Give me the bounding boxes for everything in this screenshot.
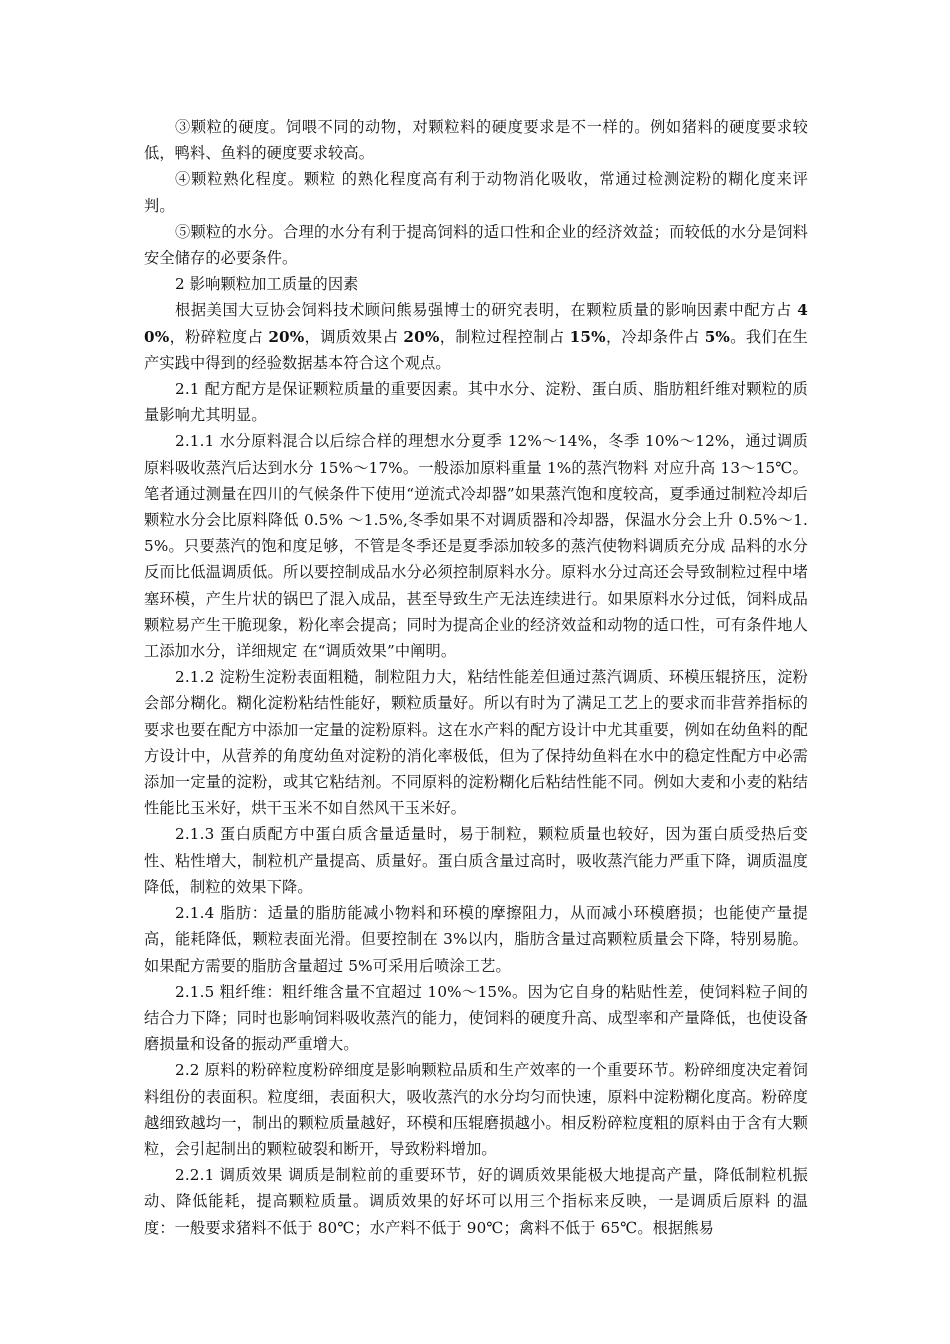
paragraph-moisture xyxy=(144,219,808,271)
text-segment: 2.1 配方配方是保证颗粒质量的重要因素。其中水分、淀粉、蛋白质、脂肪粗纤维对颗粒的质量影响尤其明显。 xyxy=(144,380,808,425)
section-heading-2 xyxy=(144,271,808,297)
paragraph-2-1-2-starch xyxy=(144,664,808,821)
percent-cooling: 5% xyxy=(704,327,731,346)
paragraph-2-1-1-water xyxy=(144,428,808,664)
text-segment: 2.1.3 蛋白质配方中蛋白质含量适量时，易于制粒，颗粒质量也较好，因为蛋白质受热后变性、粘性增大，制粒机产量提高、质量好。蛋白质含量过高时，吸收蒸汽能力严重下降，调质温度降低，制粒的效果下降。 xyxy=(144,825,808,896)
section-title: 2 影响颗粒加工质量的因素 xyxy=(175,275,359,294)
text-segment: ③颗粒的硬度。饲喂不同的动物，对颗粒料的硬度要求是不一样的。例如猪料的硬度要求较低，鸭料、鱼料的硬度要求较高。 xyxy=(144,118,808,163)
paragraph-factors xyxy=(144,297,808,376)
text-segment: ，冷却条件占 xyxy=(605,327,705,346)
text-segment: 2.1.4 脂肪：适量的脂肪能减小物料和环模的摩擦阻力，从而减小环模磨损；也能使产量提高，能耗降低，颗粒表面光滑。但要控制在 3%以内，脂肪含量过高颗粒质量会下降，特别易脆。如果配方需要的脂肪含量超过 5%可采用后喷涂工艺。 xyxy=(144,904,808,975)
paragraph-2-1-4-fat xyxy=(144,900,808,979)
text-segment: ，粉碎粒度占 xyxy=(169,327,269,346)
text-segment: 2.2.1 调质效果 调质是制粒前的重要环节，好的调质效果能极大地提高产量，降低制粒机振动、降低能耗，提高颗粒质量。调质效果的好坏可以用三个指标来反映，一是调质后原料 的温度：一般要求猪料不低于 80℃；水产料不低于 90℃；禽料不低于 65℃。根据熊易 xyxy=(144,1166,808,1237)
text-segment: 2.1.2 淀粉生淀粉表面粗糙，制粒阻力大，粘结性能差但通过蒸汽调质、环模压辊挤压，淀粉会部分糊化。糊化淀粉粘结性能好，颗粒质量好。所以有时为了满足工艺上的要求而非营养指标的要求也要在配方中添加一定量的淀粉原料。这在水产料的配方设计中尤其重要，例如在幼鱼料的配方设计中，从营养的角度幼鱼对淀粉的消化率极低，但为了保持幼鱼料在水中的稳定性配方中必需添加一定量的淀粉，或其它粘结剂。不同原料的淀粉糊化后粘结性能不同。例如大麦和小麦的粘结性能比玉米好，烘干玉米不如自然风干玉米好。 xyxy=(144,668,808,818)
percent-formula: 40% xyxy=(144,301,808,346)
text-segment: ，制粒过程控制占 xyxy=(439,327,570,346)
paragraph-2-2-1-conditioning xyxy=(144,1162,808,1241)
text-segment: 2.2 原料的粉碎粒度粉碎细度是影响颗粒品质和生产效率的一个重要环节。粉碎细度决定着饲料组份的表面积。粒度细，表面积大，吸收蒸汽的水分均匀而快速，原料中淀粉糊化度高。粉碎度越细致越均一，制出的颗粒质量越好，环模和压辊磨损越小。相反粉碎粒度粗的原料由于含有大颗粒，会引起制出的颗粒破裂和断开，导致粉料增加。 xyxy=(144,1061,808,1158)
text-segment: 2.1.5 粗纤维：粗纤维含量不宜超过 10%～15%。因为它自身的粘贴性差，使饲料粒子间的结合力下降；同时也影响饲料吸收蒸汽的能力，使饲料的硬度升高、成型率和产量降低，也使设备磨损量和设备的振动严重增大。 xyxy=(144,982,808,1054)
text-segment: ④颗粒熟化程度。颗粒 的熟化程度高有利于动物消化吸收，常通过检测淀粉的糊化度来评判。 xyxy=(144,170,808,215)
paragraph-hardness xyxy=(144,114,808,166)
text-segment: ⑤颗粒的水分。合理的水分有利于提高饲料的适口性和企业的经济效益；而较低的水分是饲料 安全储存的必要条件。 xyxy=(144,222,808,268)
paragraph-2-1-5-fiber xyxy=(144,979,808,1058)
paragraph-gelatinization xyxy=(144,166,808,218)
percent-grind: 20% xyxy=(268,327,305,346)
text-segment: 。我们在生产实践中得到的经验数据基本符合这个观点。 xyxy=(144,327,808,372)
paragraph-2-1-3-protein xyxy=(144,821,808,900)
text-segment: 根据美国大豆协会饲料技术顾问熊易强博士的研究表明，在颗粒质量的影响因素中配方占 xyxy=(175,301,798,320)
document-page xyxy=(144,114,808,1241)
paragraph-2-2-particle-size xyxy=(144,1057,808,1162)
percent-conditioning: 20% xyxy=(403,327,440,346)
paragraph-2-1-formula xyxy=(144,376,808,428)
text-segment: 2.1.1 水分原料混合以后综合样的理想水分夏季 12%～14%，冬季 10%～12%，通过调质原料吸收蒸汽后达到水分 15%～17%。一般添加原料重量 1%的蒸汽物料 对应升高 13～15℃。笔者通过测量在四川的气候条件下使用“逆流式冷却器”如果蒸汽饱和度较高，夏季通过制粒冷却后颗粒水分会比原料降低 0.5% ～1.5%,冬季如果不对调质器和冷却器，保温水分会上升 0.5%～1.5%。只要蒸汽的饱和度足够，不管是冬季还是夏季添加较多的蒸汽使物料调质充分成 品料的水分反而比低温调质低。所以要控制成品水分必须控制原料水分。原料水分过高还会导致制粒过程中堵塞环模，产生片状的锅巴了混入成品，甚至导致生产无法连续进行。如果原料水分过低，饲料成品颗粒易产生干脆现象，粉化率会提高；同时为提高企业的经济效益和动物的适口性，可有条件地人工添加水分，详细规定 在“调质效果”中阐明。 xyxy=(144,432,808,661)
percent-pelleting: 15% xyxy=(569,327,606,346)
text-segment: ，调质效果占 xyxy=(304,327,404,346)
